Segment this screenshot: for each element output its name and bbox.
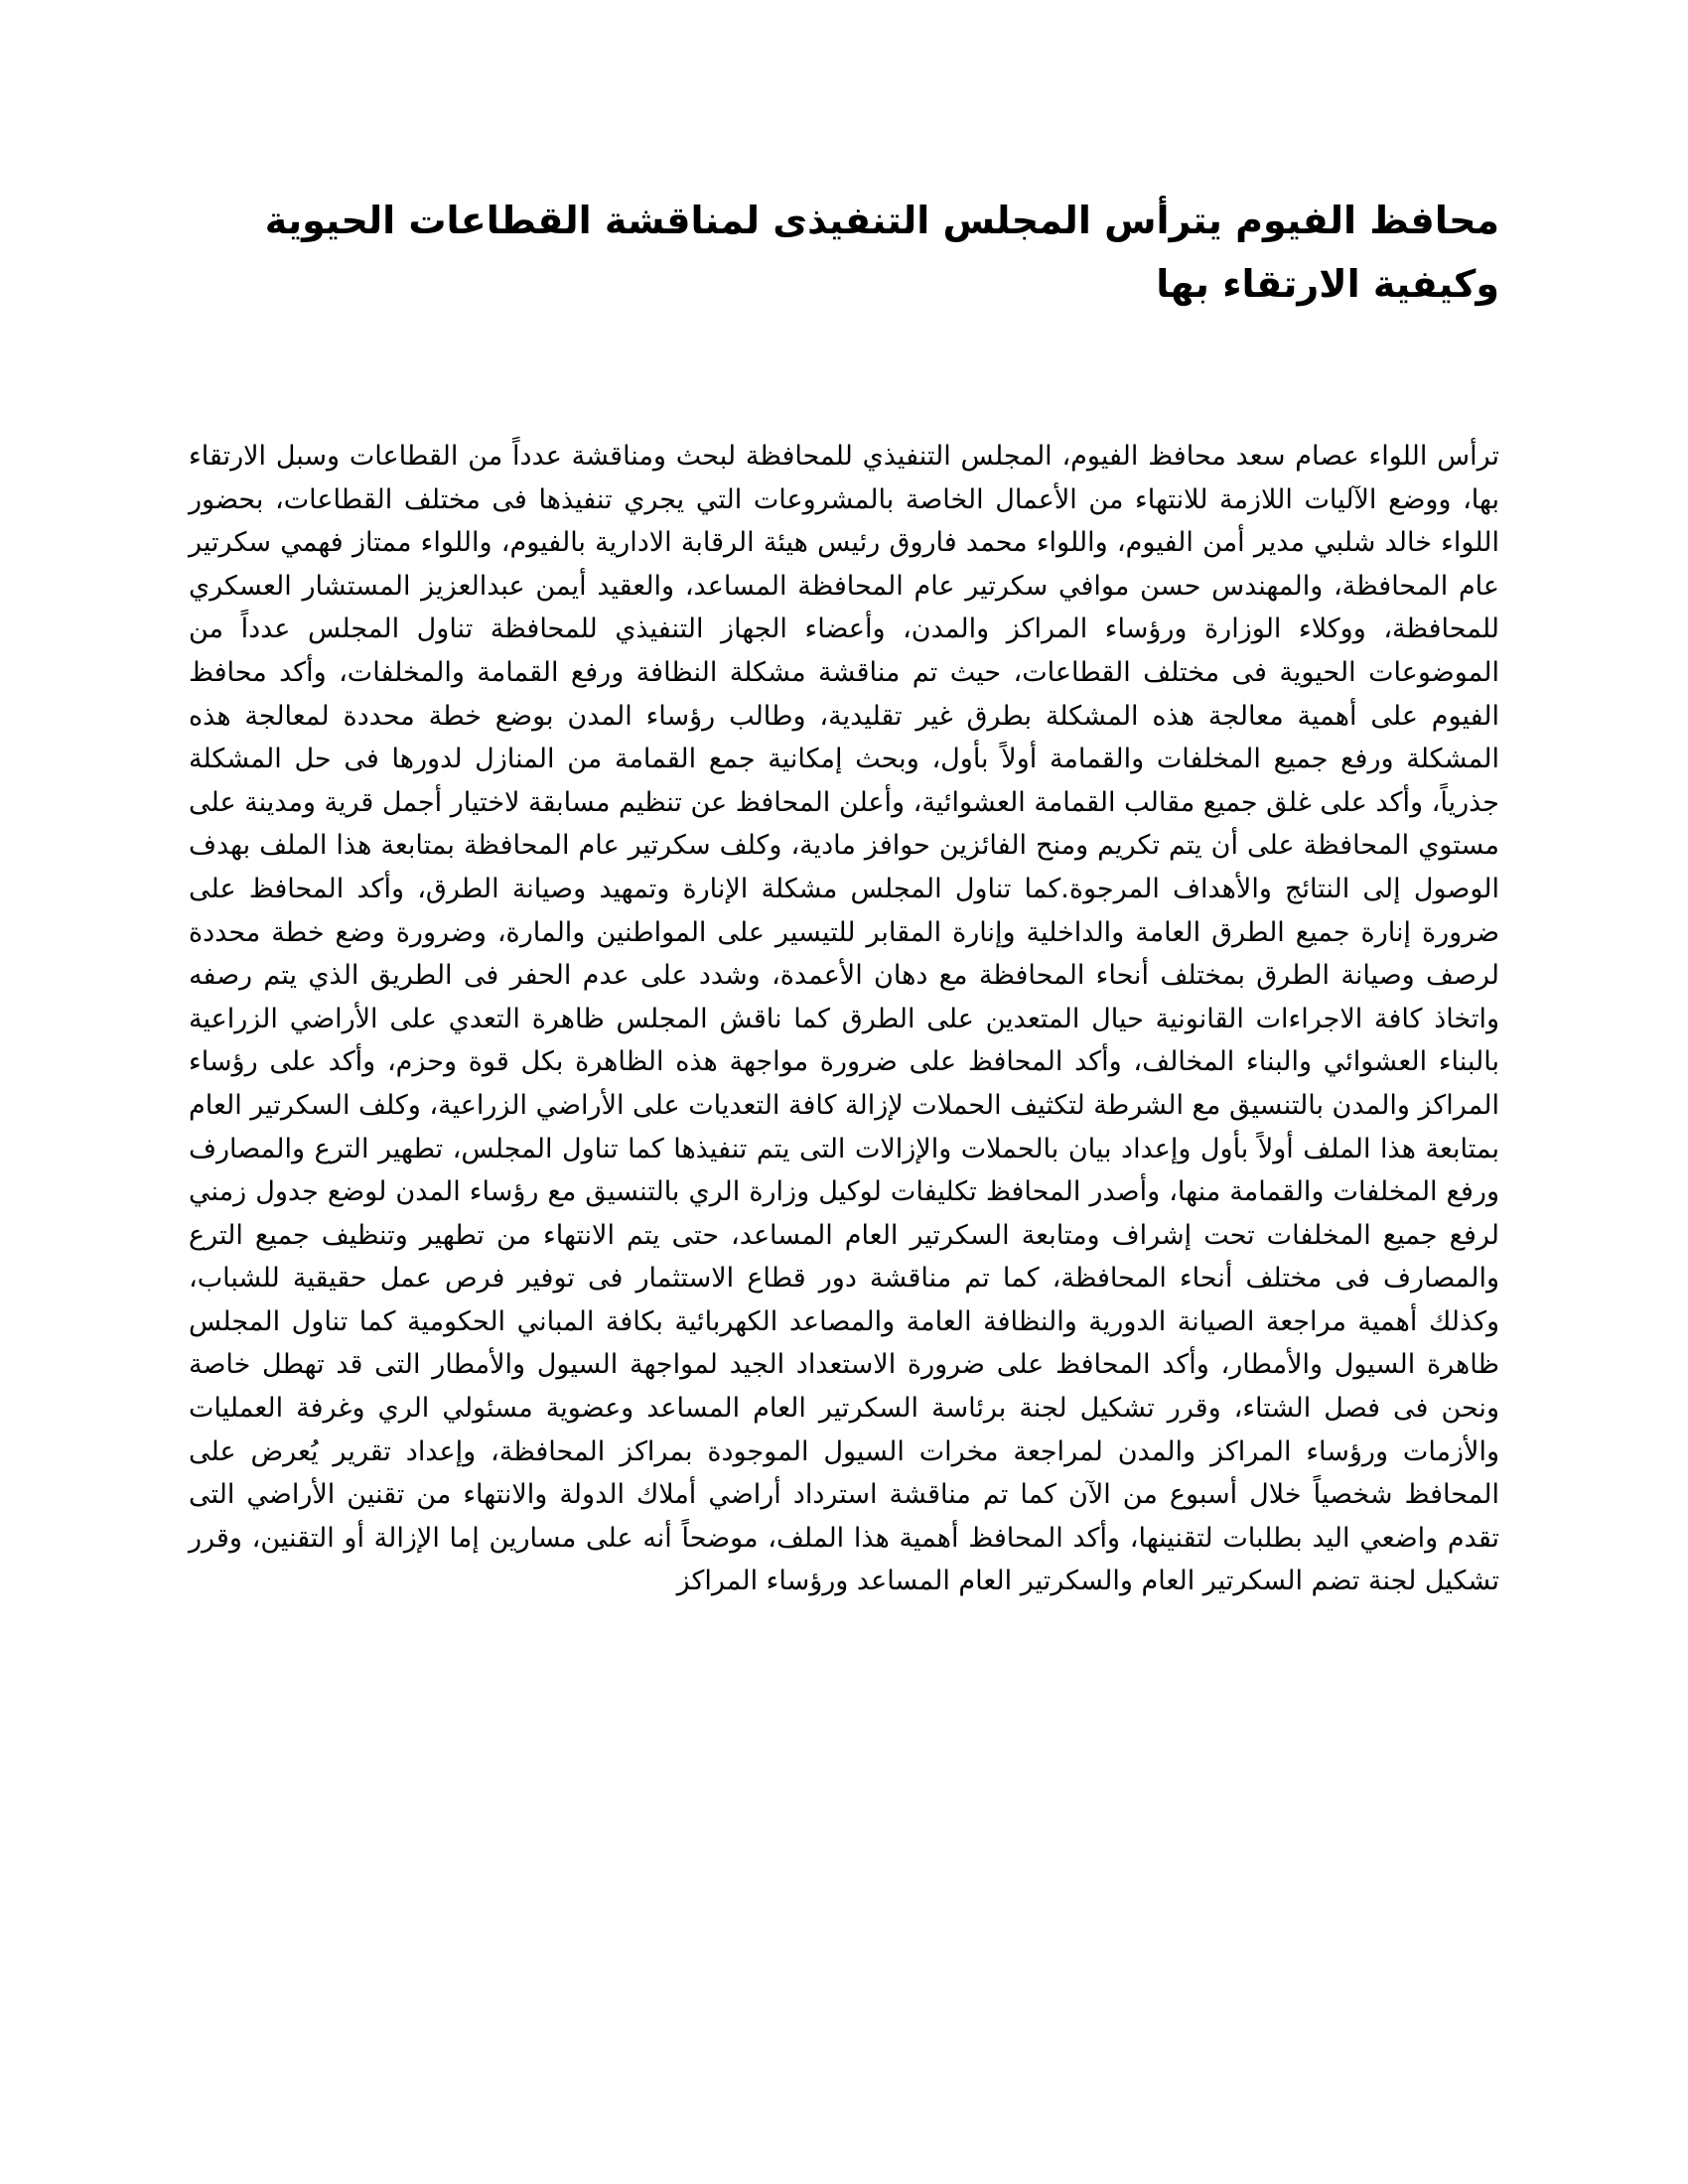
article-body: ترأس اللواء عصام سعد محافظ الفيوم، المجلس التنفيذي للمحافظة لبحث ومناقشة عدداً من القطاعات وسبل الارتقاء بها، ووضع الآليات اللازمة للانتهاء من الأعمال الخاصة بالمشروعات التي يجري تنفيذها فى مختلف القطاعات، بحضور اللواء خالد شلبي مدير أمن الفيوم، واللواء محمد فاروق رئيس هيئة الرقابة الادارية بالفيوم، واللواء ممتاز فهمي سكرتير عام المحافظة، والمهندس حسن موافي سكرتير عام المحافظة المساعد، والعقيد أيمن عبدالعزيز المستشار العسكري للمحافظة، ووكلاء الوزارة ورؤساء المراكز والمدن، وأعضاء الجهاز التنفيذي للمحافظة تناول المجلس عدداً من الموضوعات الحيوية فى مختلف القطاعات، حيث تم مناقشة مشكلة النظافة ورفع القمامة والمخلفات، وأكد محافظ الفيوم على أهمية معالجة هذه المشكلة بطرق غير تقليدية، وطالب رؤساء المدن بوضع خطة محددة لمعالجة هذه المشكلة ورفع جميع المخلفات والقمامة أولاً بأول، وبحث إمكانية جمع القمامة من المنازل لدورها فى حل المشكلة جذرياً، وأكد على غلق جميع مقالب القمامة العشوائية، وأعلن المحافظ عن تنظيم مسابقة لاختيار أجمل قرية ومدينة على مستوي المحافظة على أن يتم تكريم ومنح الفائزين حوافز مادية، وكلف سكرتير عام المحافظة بمتابعة هذا الملف بهدف الوصول إلى النتائج والأهداف المرجوة.كما تناول المجلس مشكلة الإنارة وتمهيد وصيانة الطرق، وأكد المحافظ على ضرورة إنارة جميع الطرق العامة والداخلية وإنارة المقابر للتيسير على المواطنين والمارة، وضرورة وضع خطة محددة لرصف وصيانة الطرق بمختلف أنحاء المحافظة مع دهان الأعمدة، وشدد على عدم الحفر فى الطريق الذي يتم رصفه واتخاذ كافة الاجراءات القانونية حيال المتعدين على الطرق كما ناقش المجلس ظاهرة التعدي على الأراضي الزراعية بالبناء العشوائي والبناء المخالف، وأكد المحافظ على ضرورة مواجهة هذه الظاهرة بكل قوة وحزم، وأكد على رؤساء المراكز والمدن بالتنسيق مع الشرطة لتكثيف الحملات لإزالة كافة التعديات على الأراضي الزراعية، وكلف السكرتير العام بمتابعة هذا الملف أولاً بأول وإعداد بيان بالحملات والإزالات التى يتم تنفيذها كما تناول المجلس، تطهير الترع والمصارف ورفع المخلفات والقمامة منها، وأصدر المحافظ تكليفات لوكيل وزارة الري بالتنسيق مع رؤساء المدن لوضع جدول زمني لرفع جميع المخلفات تحت إشراف ومتابعة السكرتير العام المساعد، حتى يتم الانتهاء من تطهير وتنظيف جميع الترع والمصارف فى مختلف أنحاء المحافظة، كما تم مناقشة دور قطاع الاستثمار فى توفير فرص عمل حقيقية للشباب، وكذلك أهمية مراجعة الصيانة الدورية والنظافة العامة والمصاعد الكهربائية بكافة المباني الحكومية كما تناول المجلس ظاهرة السيول والأمطار، وأكد المحافظ على ضرورة الاستعداد الجيد لمواجهة السيول والأمطار التى قد تهطل خاصة ونحن فى فصل الشتاء، وقرر تشكيل لجنة برئاسة السكرتير العام المساعد وعضوية مسئولي الري وغرفة العمليات والأزمات ورؤساء المراكز والمدن لمراجعة مخرات السيول الموجودة بمراكز المحافظة، وإعداد تقرير يُعرض على المحافظ شخصياً خلال أسبوع من الآن كما تم مناقشة استرداد أراضي أملاك الدولة والانتهاء من تقنين الأراضي التى تقدم واضعي اليد بطلبات لتقنينها، وأكد المحافظ أهمية هذا الملف، موضحاً أنه على مسارين إما الإزالة أو التقنين، وقرر تشكيل لجنة تضم السكرتير العام والسكرتير العام المساعد ورؤساء المراكز: [189, 441, 1499, 1597]
article-title: محافظ الفيوم يترأس المجلس التنفيذى لمناقشة القطاعات الحيوية وكيفية الارتقاء بها: [264, 199, 1499, 306]
